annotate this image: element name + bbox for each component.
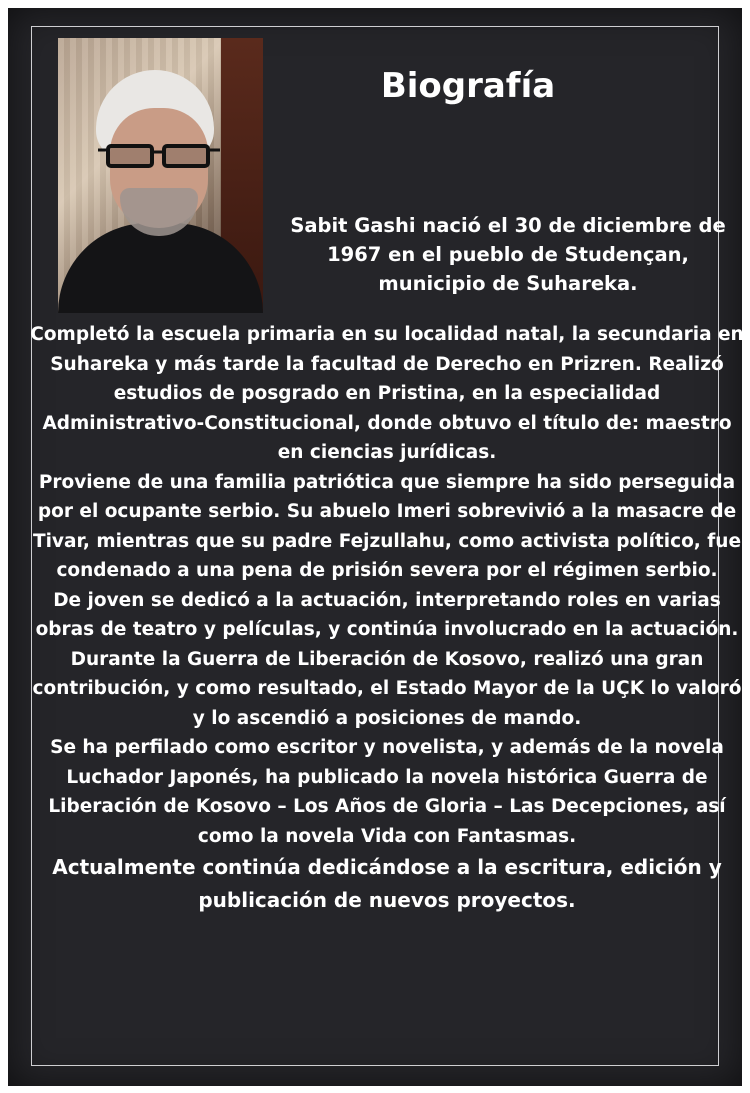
paragraph-war: Durante la Guerra de Liberación de Kosovo, realizó una gran contribución, y como resultado, el Estado Mayor de la UÇK lo valoró y lo ascendió a posiciones de mando. — [32, 648, 742, 729]
paragraph-current: Actualmente continúa dedicándose a la escritura, edición y publicación de nuevos proyectos. — [52, 855, 722, 912]
biography-page — [8, 8, 742, 1086]
intro-paragraph: Sabit Gashi nació el 30 de diciembre de 1967 en el pueblo de Studençan, municipio de Suhareka. — [290, 214, 726, 295]
biography-body — [30, 320, 744, 917]
paragraph-family: Proviene de una familia patriótica que siempre ha sido perseguida por el ocupante serbio. Su abuelo Imeri sobrevivió a la masacre de Tivar, mientras que su padre Fejzullahu, como activista político, fue condenado a una pena de prisión severa por el régimen serbio. — [32, 471, 742, 581]
paragraph-writing: Se ha perfilado como escritor y novelista, y además de la novela Luchador Japonés, ha publicado la novela histórica Guerra de Liberación de Kosovo – Los Años de Gloria – Las Decepciones, así como la novela Vida con Fantasmas. — [48, 737, 726, 847]
page-title: Biografía — [380, 66, 556, 106]
glasses-icon — [98, 142, 220, 168]
author-portrait-photo — [58, 38, 263, 313]
paragraph-acting: De joven se dedicó a la actuación, interpretando roles en varias obras de teatro y películas, y continúa involucrado en la actuación. — [35, 589, 739, 640]
paragraph-education: Completó la escuela primaria en su localidad natal, la secundaria en Suhareka y más tarde la facultad de Derecho en Prizren. Realizó estudios de posgrado en Pristina, en la especialidad Administrativo-Constitucional, donde obtuvo el título de: maestro en ciencias jurídicas. — [30, 324, 744, 463]
